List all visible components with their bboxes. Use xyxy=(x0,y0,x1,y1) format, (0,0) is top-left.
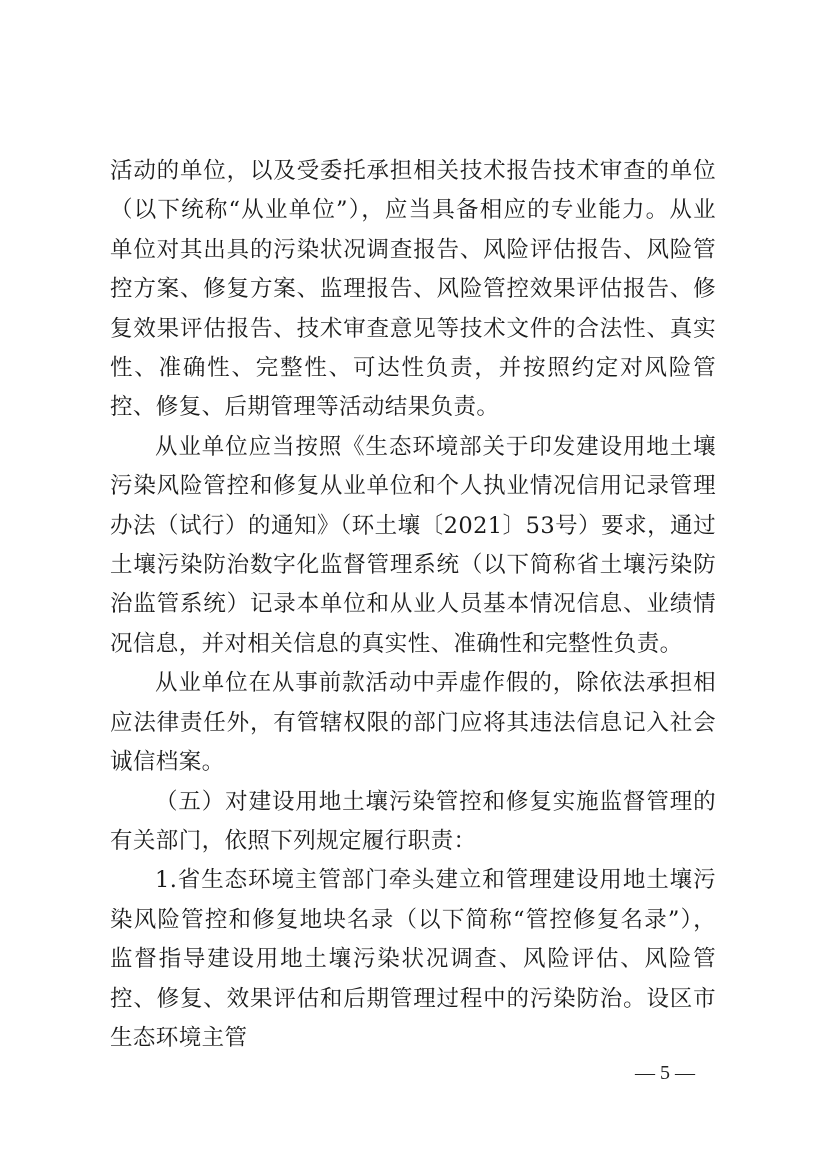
document-body xyxy=(110,152,716,1058)
paragraph-section-five-heading: （五）对建设用地土壤污染管控和修复实施监督管理的有关部门，依照下列规定履行职责： xyxy=(110,788,716,854)
paragraph-credit-record-requirement: 从业单位应当按照《生态环境部关于印发建设用地土壤污染风险管控和修复从业单位和个人执业情况信用记录管理办法（试行）的通知》（环土壤〔2021〕53号）要求，通过土壤污染防治数字化监督管理系统（以下简称省土壤污染防治监管系统）记录本单位和从业人员基本情况信息、业绩情况信息，并对相关信息的真实性、准确性和完整性负责。 xyxy=(110,433,716,657)
page-number: — 5 — xyxy=(635,1062,695,1084)
paragraph-fraud-liability: 从业单位在从事前款活动中弄虚作假的，除依法承担相应法律责任外，有管辖权限的部门应将其违法信息记入社会诚信档案。 xyxy=(110,670,716,776)
paragraph-continuation-practitioner-units: 活动的单位，以及受委托承担相关技术报告技术审查的单位（以下统称“从业单位”），应当具备相应的专业能力。从业单位对其出具的污染状况调查报告、风险评估报告、风险管控方案、修复方案、监理报告、风险管控效果评估报告、修复效果评估报告、技术审查意见等技术文件的合法性、真实性、准确性、完整性、可达性负责，并按照约定对风险管控、修复、后期管理等活动结果负责。 xyxy=(110,158,716,421)
paragraph-item-one-provincial-duties: 1.省生态环境主管部门牵头建立和管理建设用地土壤污染风险管控和修复地块名录（以下简称“管控修复名录”），监督指导建设用地土壤污染状况调查、风险评估、风险管控、修复、效果评估和后期管理过程中的污染防治。设区市生态环境主管 xyxy=(110,867,716,1051)
